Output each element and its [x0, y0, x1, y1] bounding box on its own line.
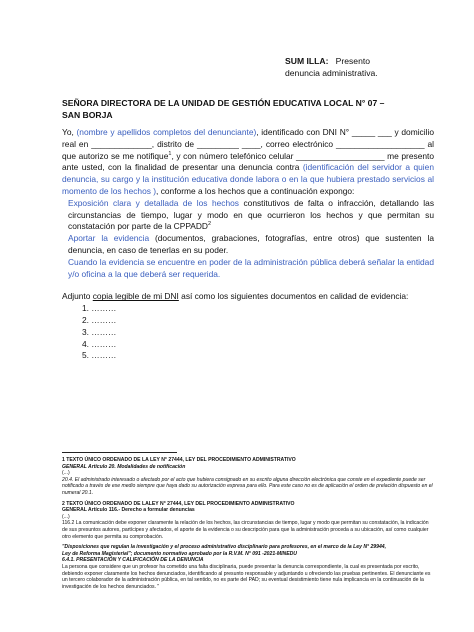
instruction-facts [62, 198, 434, 233]
letter-body [62, 127, 434, 362]
footnote-1-subtitle: GENERAL Artículo 20. Modalidades de notificación [62, 463, 186, 470]
intro-paragraph [62, 127, 434, 198]
list-item: 2. ……… [82, 314, 117, 325]
sumilla-text: Presento [335, 56, 371, 66]
intro-text-b: , identificado con DNI N° _____ ___ y domicilio real en _____________, distrito de _________ ____, correo electrónico ___________________ al que autorizo se me notifique [62, 127, 434, 161]
instruction-evidence-highlight: Aportar la evidencia [68, 233, 150, 244]
footnote-1-title: 1 TEXTO ÚNICO ORDENADO DE LA LEY N° 27444, LEY DEL PROCEDIMIENTO ADMINISTRATIVO [62, 457, 296, 463]
list-item: 1. ……… [82, 303, 117, 314]
instruction-facts-text: constitutivos de falta o infracción, detallando las circunstancias de tiempo, lugar y modo en que ocurrieron los hechos y que permitan su constatación por parte de la CPPADD [68, 197, 435, 232]
footnote-2-title: 2 TEXTO ÚNICO ORDENADO DE LALEY N° 27444, LEY DEL PROCEDIMIENTO ADMINISTRATIVO [62, 500, 295, 507]
intro-text-c: , y con número telefónico celular ___________________ me presento ante usted, con la finalidad de presentar una denuncia contra [62, 150, 434, 173]
heading-line-2: SAN BORJA [62, 110, 113, 120]
sumilla-block [285, 55, 465, 79]
footnotes [62, 457, 434, 590]
attachments-paragraph [62, 291, 434, 303]
list-item: 4. ……… [82, 338, 117, 349]
sumilla-label: SUM ILLA: [285, 56, 329, 66]
list-item: 3. ……… [82, 326, 117, 337]
footnote-ref-1: 1 [168, 150, 172, 157]
footnote-3-subtitle: Ley de Reforma Magisterial"; documento normativo aprobado por la R.V.M. N° 091 -2021-MINEDU [62, 550, 297, 557]
footnote-1-ellipsis: (...) [62, 470, 70, 477]
list-item: 5. ……… [82, 350, 117, 361]
attachments-text-a: Adjunto [62, 291, 93, 302]
instruction-evidence-text: (documentos, grabaciones, fotografías, entre otros) que sustenten la denuncia, en caso de tenerlas en su poder. [68, 233, 434, 255]
footnote-1-text: 20.4. El administrado interesado o afectado por el acto que hubiera consignado en su escrito alguna dirección electrónica que conste en el expediente puede ser notificado a través de ese medio siempre que haya dado su autorización expresa para ello. Para este caso no es de aplicación el orden de prelación dispuesto en el numeral 20.1. [62, 476, 433, 496]
sumilla-text-2: denuncia administrativa. [285, 68, 378, 78]
footnote-3-section: 6.4.1. PRESENTACIÓN Y CALIFICACIÓN DE LA DENUNCIA [62, 557, 204, 564]
evidence-list [62, 303, 434, 362]
footnote-divider [62, 452, 177, 453]
footnote-2-subtitle: GENERAL Artículo 116.- Derecho a formular denuncias [62, 507, 195, 514]
intro-text-a: Yo, [62, 127, 77, 137]
footnote-ref-2: 2 [207, 221, 212, 228]
instruction-facts-highlight: Exposición clara y detallada de los hechos [68, 197, 239, 208]
attachments-dni: copia legible de mi DNI [92, 291, 179, 302]
addressee-heading [62, 97, 432, 121]
footnote-2-text: 116.2 La comunicación debe exponer claramente la relación de los hechos, las circunstancias de tiempo, lugar y modo que permitan su constatación, la indicación de sus presuntos autores, partícipes y afectados, el aporte de la evidencia o su descripción para que la administración proceda a su ubicación, así como cualquier otro elemento que permita su comprobación. [62, 520, 429, 540]
placeholder-servidor: (identificación del servidor a quien denuncia, su cargo y la institución educativa donde labora o en la que hubiera prestado servicios al momento de los hechos ) [62, 162, 434, 196]
placeholder-denunciante: (nombre y apellidos completos del denunciante) [76, 127, 257, 137]
instruction-evidence [62, 233, 434, 257]
attachments-text-b: así como los siguientes documentos en calidad de evidencia: [178, 291, 409, 302]
instruction-public-evidence: Cuando la evidencia se encuentre en poder de la administración pública deberá señalar la entidad y/o oficina a la que deberá ser requerida. [68, 256, 434, 279]
heading-line-1: SEÑORA DIRECTORA DE LA UNIDAD DE GESTIÓN EDUCATIVA LOCAL N° 07 – [62, 98, 385, 108]
footnote-2-ellipsis: (...) [62, 513, 70, 520]
footnote-3-text: La persona que considere que un profesor ha cometido una falta disciplinaria, puede presentar la denuncia correspondiente, la cual es presentada por escrito, debiendo exponer claramente los hechos denunciados, identificando al presunto responsable y adjuntando u ofreciendo las pruebas pertinentes. El denunciante es un tercero colaborador de la administración pública, en tal sentido, no es parte del PAD; su eventual desistimiento tiene nula implicancia en la continuación de la investigación de los hechos denunciados. " [62, 563, 431, 590]
intro-text-d: , conforme a los hechos que a continuación expongo: [156, 185, 355, 196]
footnote-3-title: "Disposiciones que regulan la investigación y el proceso administrativo disciplinario para profesores, en el marco de la Ley N° 29944, [62, 544, 387, 551]
